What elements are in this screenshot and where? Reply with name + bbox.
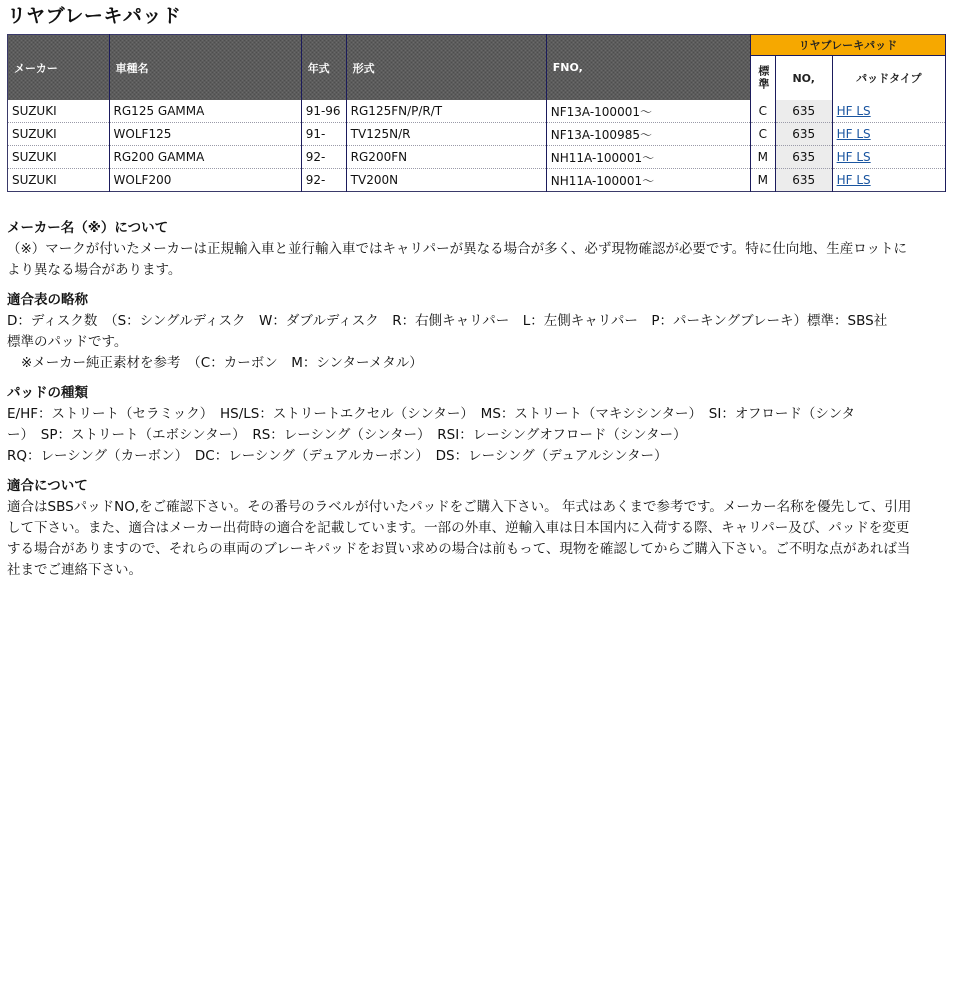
cell-standard: M (750, 146, 775, 169)
table-row (8, 146, 946, 169)
cell-fno: NH11A-100001～ (546, 169, 750, 192)
cell-fno: NF13A-100985～ (546, 123, 750, 146)
cell-pad-type (832, 100, 945, 123)
pad-kinds-text: RQ：レーシング（カーボン） DC：レーシング（デュアルカーボン） DS：レーシング（デュアルシンター） (7, 448, 668, 464)
header-standard: 標準 (750, 56, 775, 101)
cell-model: RG200 GAMMA (109, 146, 301, 169)
notes-section (7, 218, 947, 581)
cell-pad-type (832, 146, 945, 169)
page-title: リヤブレーキパッド (7, 5, 182, 27)
cell-model: WOLF200 (109, 169, 301, 192)
header-maker: メーカー (8, 35, 110, 101)
cell-year: 91-96 (301, 100, 346, 123)
abbrev-heading: 適合表の略称 (7, 292, 88, 308)
abbrev-text: D：ディスク数 （S：シングルディスク W：ダブルディスク R：右側キャリパー L：左側キャリパー P：パーキングブレーキ）標準：SBS社 (7, 313, 888, 329)
maker-note-block (7, 218, 947, 281)
cell-type: TV125N/R (346, 123, 546, 146)
cell-year: 92- (301, 146, 346, 169)
fitment-note-heading: 適合について (7, 478, 88, 494)
cell-maker: SUZUKI (8, 123, 110, 146)
cell-fno: NF13A-100001～ (546, 100, 750, 123)
cell-pad-type (832, 123, 945, 146)
abbrev-text: 標準のパッドです。 (7, 334, 128, 350)
abbrev-text: ※メーカー純正素材を参考 （C：カーボン M：シンターメタル） (21, 355, 423, 371)
maker-note-heading: メーカー名（※）について (7, 220, 169, 236)
pad-kinds-text: ー） SP：ストリート（エボシンター） RS：レーシング（シンター） RSI：レーシングオフロード（シンター） (7, 427, 687, 443)
pad-kinds-text: E/HF：ストリート（セラミック） HS/LS：ストリートエクセル（シンター） MS：ストリート（マキシシンター） SI：オフロード（シンタ (7, 406, 856, 422)
cell-pad-no: 635 (775, 146, 832, 169)
cell-pad-no: 635 (775, 123, 832, 146)
cell-type: RG125FN/P/R/T (346, 100, 546, 123)
fitment-note-text: 適合はSBSパッドNO,をご確認下さい。その番号のラベルが付いたパッドをご購入下さい。 年式はあくまで参考です。メーカー名称を優先して、引用 (7, 499, 912, 515)
cell-pad-type (832, 169, 945, 192)
cell-pad-no: 635 (775, 100, 832, 123)
header-model: 車種名 (109, 35, 301, 101)
cell-fno: NH11A-100001～ (546, 146, 750, 169)
maker-note-text: （※）マークが付いたメーカーは正規輸入車と並行輸入車ではキャリパーが異なる場合が多く、必ず現物確認が必要です。特に仕向地、生産ロットに (7, 241, 908, 257)
pad-type-link[interactable]: HF LS (836, 173, 871, 187)
cell-maker: SUZUKI (8, 146, 110, 169)
page (7, 4, 947, 590)
header-rear-brake-pad-group: リヤブレーキパッド (750, 35, 945, 56)
header-pad-no: NO, (775, 56, 832, 101)
cell-maker: SUZUKI (8, 169, 110, 192)
header-pad-type: パッドタイプ (832, 56, 945, 101)
fitment-note-block (7, 476, 947, 581)
pad-type-link[interactable]: HF LS (836, 104, 871, 118)
pad-type-link[interactable]: HF LS (836, 127, 871, 141)
cell-pad-no: 635 (775, 169, 832, 192)
cell-model: RG125 GAMMA (109, 100, 301, 123)
table-row (8, 123, 946, 146)
cell-type: TV200N (346, 169, 546, 192)
table-row (8, 169, 946, 192)
cell-year: 92- (301, 169, 346, 192)
cell-standard: C (750, 100, 775, 123)
table-row (8, 100, 946, 123)
pad-kinds-block (7, 383, 947, 467)
maker-note-text: より異なる場合があります。 (7, 262, 182, 278)
cell-year: 91- (301, 123, 346, 146)
cell-type: RG200FN (346, 146, 546, 169)
pad-type-link[interactable]: HF LS (836, 150, 871, 164)
cell-maker: SUZUKI (8, 100, 110, 123)
fitment-note-text: して下さい。また、適合はメーカー出荷時の適合を記載しています。一部の外車、逆輸入車は日本国内に入荷する際、キャリパー及び、パッドを変更 (7, 520, 910, 536)
fitment-note-text: 社までご連絡下さい。 (7, 562, 142, 578)
cell-standard: M (750, 169, 775, 192)
header-type: 形式 (346, 35, 546, 101)
fitment-note-text: する場合がありますので、それらの車両のブレーキパッドをお買い求めの場合は前もって、現物を確認してからご購入下さい。ご不明な点があれば当 (7, 541, 911, 557)
cell-standard: C (750, 123, 775, 146)
header-year: 年式 (301, 35, 346, 101)
abbrev-block (7, 290, 947, 374)
cell-model: WOLF125 (109, 123, 301, 146)
header-fno: FNO, (546, 35, 750, 101)
fitment-table (7, 34, 946, 192)
pad-kinds-heading: パッドの種類 (7, 385, 88, 401)
